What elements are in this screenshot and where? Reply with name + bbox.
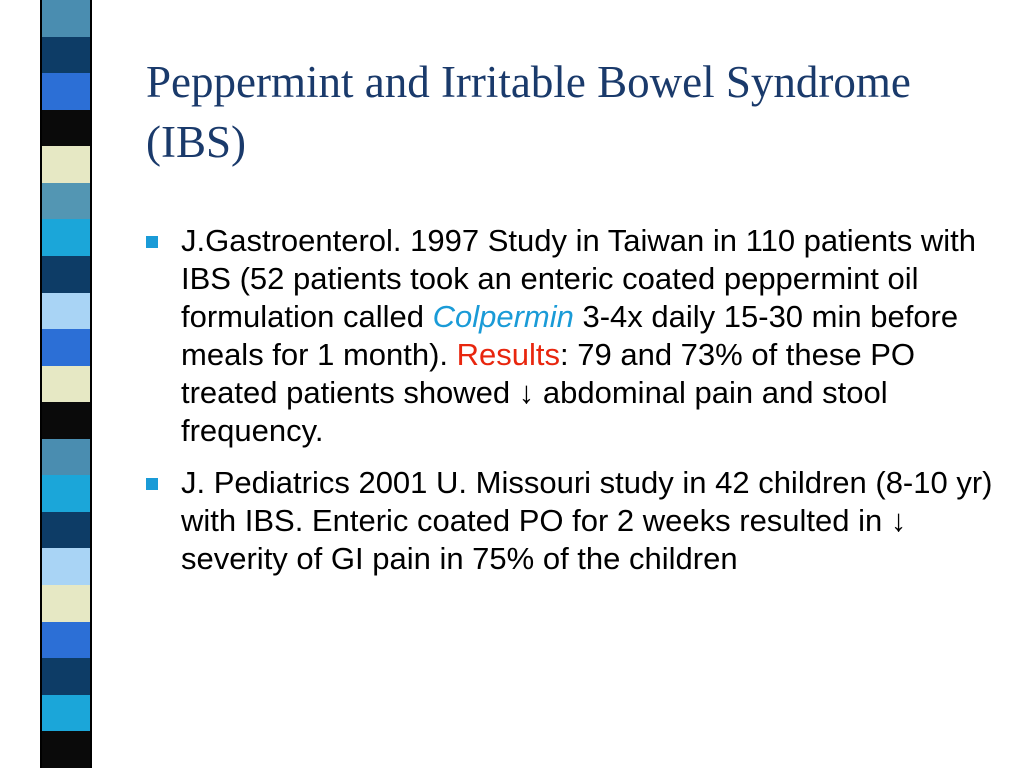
bullet-text: 3-4x daily 15-30 min before meals for 1 month). (181, 299, 959, 372)
stripe-block (42, 402, 90, 439)
bullet-item-gastroenterol-study (146, 222, 1006, 450)
slide-title: Peppermint and Irritable Bowel Syndrome (IBS) (146, 57, 911, 167)
stripe-block (42, 73, 90, 110)
stripe-block (42, 585, 90, 622)
bullet-text: J. Pediatrics 2001 U. Missouri study in 42 children (8-10 yr) with IBS. Enteric coated PO for 2 weeks resulted in (181, 465, 993, 538)
square-bullet-icon (146, 478, 158, 490)
stripe-block (42, 695, 90, 732)
bullet-text: severity of GI pain in 75% of the children (181, 541, 738, 576)
stripe-block (42, 37, 90, 74)
stripe-block (42, 622, 90, 659)
stripe-block (42, 110, 90, 147)
stripe-block (42, 439, 90, 476)
decorative-stripe-bar (40, 0, 92, 768)
stripe-block (42, 146, 90, 183)
bullet-item-pediatrics-study (146, 464, 1006, 578)
stripe-block (42, 658, 90, 695)
stripe-block (42, 475, 90, 512)
stripe-block (42, 256, 90, 293)
stripe-block (42, 548, 90, 585)
stripe-block (42, 329, 90, 366)
stripe-block (42, 293, 90, 330)
square-bullet-icon (146, 236, 158, 248)
stripe-block (42, 512, 90, 549)
bullet-text: J.Gastroenterol. 1997 Study in Taiwan in 110 patients with IBS (52 patients took an enteric coated peppermint oil formulation called (181, 223, 976, 334)
product-name-colpermin: Colpermin (432, 299, 574, 334)
bullet-list (146, 222, 1006, 592)
stripe-block (42, 366, 90, 403)
down-arrow-icon: ↓ (890, 503, 907, 538)
stripe-block (42, 219, 90, 256)
stripe-block (42, 183, 90, 220)
down-arrow-icon: ↓ (518, 375, 535, 410)
bullet-text: : 79 and 73% of these PO treated patients showed (181, 337, 916, 410)
bullet-text: abdominal pain and stool frequency. (181, 375, 888, 448)
stripe-block (42, 731, 90, 768)
stripe-block (42, 0, 90, 37)
results-label: Results (456, 337, 561, 372)
